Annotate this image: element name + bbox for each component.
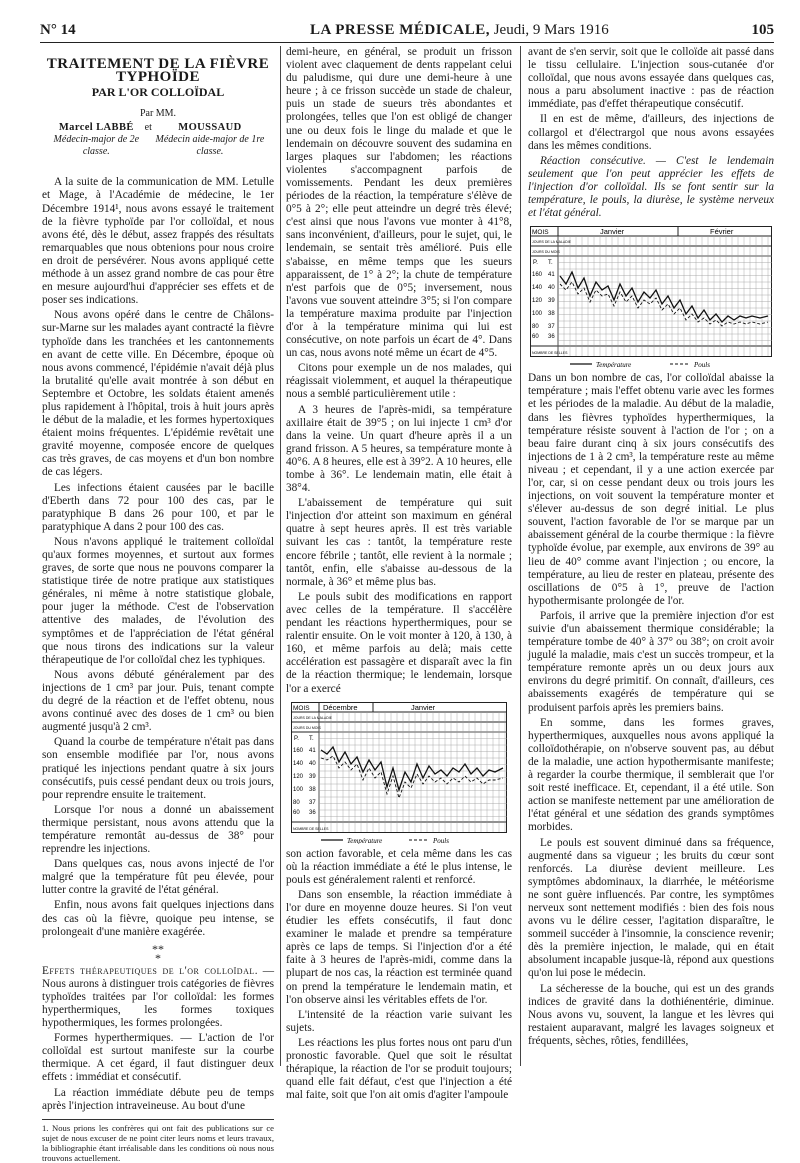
paragraph: Nous avons débuté généralement par des injections de 1 cm³ par jour. Puis, tenant compte du degré de la réaction et de l'effet obtenu, nous avons continué avec des doses de 1 cm³ ou bien augmenté jusqu'à 2 cm³. bbox=[42, 668, 274, 734]
paragraph: Dans quelques cas, nous avons injecté de l'or malgré que la température fût peu élevée, pour lutter contre la gravité de l'état général. bbox=[42, 858, 274, 897]
chart2-ytick: 140 bbox=[293, 760, 304, 767]
chart1-ytick: 36 bbox=[548, 334, 555, 341]
author-block bbox=[48, 122, 268, 158]
chart-1-svg bbox=[530, 226, 772, 368]
chart1-selles-label: NOMBRE DE SELLES bbox=[532, 351, 568, 356]
article-title: TRAITEMENT DE LA FIÈVRE TYPHOÏDE bbox=[46, 56, 270, 86]
column-divider bbox=[280, 46, 281, 1066]
chart2-selles-label: NOMBRE DE SELLES bbox=[293, 826, 329, 831]
author-2: MOUSSAUD Médecin aide-major de 1re classe. bbox=[155, 122, 265, 158]
author-1: Marcel LABBÉ Médecin-major de 2e classe. bbox=[53, 122, 140, 158]
chart2-ytick: 38 bbox=[309, 786, 316, 793]
chart1-jours-label: JOURS DE LA MALADIE bbox=[532, 240, 572, 245]
chart2-month-2: Janvier bbox=[411, 702, 436, 712]
chart2-legend-pouls: Pouls bbox=[433, 836, 449, 844]
chart1-ytick: 80 bbox=[532, 324, 539, 331]
column-1 bbox=[42, 46, 274, 1163]
chart2-month-1: Décembre bbox=[323, 702, 358, 712]
chart2-legend-temp: Température bbox=[347, 836, 383, 844]
chart1-y-p: P. bbox=[533, 260, 538, 267]
chart2-ytick: 60 bbox=[293, 809, 300, 816]
column-3 bbox=[528, 46, 774, 1050]
paragraph: L'abaissement de température qui suit l'injection d'or atteint son maximum en général quatre à sept heures après. Il est très variable suivant les cas : tantôt, la température reste encore fébrile ; tantôt, elle revient à la normale ; tantôt, enfin, elle s'abaisse au-dessous de la normale, à 36° et même plus bas. bbox=[286, 497, 512, 588]
chart1-ytick: 100 bbox=[532, 311, 543, 318]
chart1-legend-temp: Température bbox=[596, 361, 632, 369]
paragraph: Enfin, nous avons fait quelques injections dans des cas où la fièvre, quoique peu intense, se prolongeait d'une manière exagérée. bbox=[42, 899, 274, 938]
chart2-mois-label: MOIS bbox=[293, 704, 310, 712]
paragraph: La sécheresse de la bouche, qui est un des grands indices de gravité dans la dothiénentérie, diminue. Nous avons vu, souvent, la langue et les lèvres qui restaient auparavant, malgré les lavages soigneux et fréquents, sèches, rôties, fendillées, bbox=[528, 982, 774, 1047]
section-separator: ** * bbox=[152, 941, 164, 965]
paragraph: Parfois, il arrive que la première injection d'or est suivie d'un abaissement thermique considérable; la température tombe de 40° à 37° ou 38°; on croit avoir jugulé la maladie, mais c'est un succès trompeur, et la température remonte après un ou deux jours aux environs du degré primitif. On connaît, d'ailleurs, ces abaissements exagérés de température qui se produisent parfois après les premiers bains. bbox=[528, 609, 774, 714]
chart1-y-t: T. bbox=[548, 260, 553, 267]
paragraph: demi-heure, en général, se produit un frisson violent avec claquement de dents rappelant celui du paludisme, qui dure une demi-heure à une heure ; à ce frisson succède un stade de chaleur, puis un stade de sueurs très abondantes et prolongées, telles que l'on est obligé de changer une ou deux fois le linge du malade et que le lendemain on découvre souvent des sudamina en larges plaques sur l'abdomen; les réactions violentes s'accompagnent parfois de vomissements. Pendant les deux premières périodes de la réaction, la température s'élève de 0°5 à 2°; elle peut atteindre un degré très élevé; c'est ainsi que nous l'avons vue monter à 41°8, sans inconvénient, d'ailleurs, pour le sujet, qui, le lendemain, se sentait très amélioré. Puis elle s'abaisse, en même temps que les sueurs apparaissent, de 1° à 2°; la chute de température n'est parfois que de 0°5; inversement, nous l'avons vue souvent atteindre 3°5; si l'on compare la température maxima produite par l'injection d'or à la température minima qui lui est consécutive, on note parfois un écart de 4°. Dans un cas, nous avons noté même un écart de 4°5. bbox=[286, 46, 512, 360]
column-divider bbox=[520, 46, 521, 1066]
chart1-ytick: 120 bbox=[532, 298, 543, 305]
chart1-month-1: Janvier bbox=[600, 227, 625, 237]
paragraph: Nous avons opéré dans le centre de Châlons-sur-Marne sur les malades ayant contracté la fièvre typhoïde dans les tranchées et les cantonnements en avant de cette ville. En Décembre, époque où nous avons commencé, l'épidémie n'avait déjà plus la brutalité qu'elle avait montrée à son début en Septembre et Octobre, les soldats étaient amenés plus rapidement à l'hôpital, trois à huit jours après le début de la maladie, et les formes hypertoxiques étaient moins fréquentes. L'épidémie revêtait une gravité moyenne, composée encore de quelques cas très graves, de cas moyens et d'un bon nombre de cas légers. bbox=[42, 309, 274, 479]
chart2-ytick: 80 bbox=[293, 799, 300, 806]
issue-number: N° 14 bbox=[40, 22, 76, 38]
chart1-ytick: 160 bbox=[532, 272, 543, 279]
temperature-chart-2 bbox=[291, 702, 507, 844]
footnote: 1. Nous prions les confrères qui ont fait des publications sur ce sujet de nous excuser de ne point citer leurs noms et leurs travaux, la bibliographie étant irréalisable dans les conditions où nous nous trouvons actuellement. bbox=[42, 1119, 274, 1163]
chart2-y-p: P. bbox=[294, 735, 299, 742]
paragraph: Il en est de même, d'ailleurs, des injections de collargol et d'électrargol que nous avons essayées dans les mêmes conditions. bbox=[528, 113, 774, 152]
masthead bbox=[310, 22, 609, 39]
journal-name: LA PRESSE MÉDICALE, bbox=[310, 22, 490, 38]
chart2-ytick: 120 bbox=[293, 773, 304, 780]
paragraph: Les infections étaient causées par le bacille d'Eberth dans 72 pour 100 des cas, par le paratyphique B dans 26 pour 100, et par le paratyphique A dans 2 pour 100 des cas. bbox=[42, 481, 274, 533]
temperature-chart-1 bbox=[530, 226, 772, 368]
chart-2-svg bbox=[291, 702, 507, 844]
paragraph: La réaction immédiate débute peu de temps après l'injection intraveineuse. Au bout d'une bbox=[42, 1086, 274, 1112]
chart1-ytick: 37 bbox=[548, 324, 555, 331]
section-heading: Effets thérapeutiques de l'or colloïdal. — Nous aurons à distinguer trois catégories de fièvres typhoïdes traitées par l'or colloïdal: les formes hyperthermiques, les formes toxiques hypothermiques, les formes prolongées. bbox=[42, 964, 274, 1030]
chart2-ytick: 39 bbox=[309, 773, 316, 780]
chart2-ytick: 160 bbox=[293, 747, 304, 754]
chart2-ordre-label: JOURS DU MOIS bbox=[293, 725, 321, 730]
chart1-ytick: 40 bbox=[548, 285, 555, 292]
paragraph: avant de s'en servir, soit que le colloïde ait passé dans le tissu cellulaire. L'injection sous-cutanée d'or colloïdal, que nous avons essayée dans quelques cas, nous a paru absolument inactive : pas de réaction immédiate, pas d'effet thérapeutique consécutif. bbox=[528, 46, 774, 111]
chart1-ytick: 60 bbox=[532, 334, 539, 341]
issue-date: Jeudi, 9 Mars 1916 bbox=[493, 22, 609, 38]
paragraph: Quand la courbe de température n'était pas dans son ensemble modifiée par l'or, nous avons pratiqué les injections pendant quatre à six jours consécutifs, puis cessé pendant deux ou trois jours, pour reprendre ensuite le traitement. bbox=[42, 736, 274, 801]
chart1-ytick: 41 bbox=[548, 272, 555, 279]
paragraph: Le pouls est souvent diminué dans sa fréquence, augmenté dans sa vigueur ; les bruits du cœur sont renforcés. La diurèse devient meilleure. Les symptômes abdominaux, la diarrhée, le météorisme ne sont guère influencés. Par contre, les symptômes nerveux sont nettement modifiés : bien des fois nous avons vu le délire cesser, l'agitation disparaître, le sommeil succéder à l'insomnie, la conscience revenir; dès la première injection, le malade, qui en était absolument incapable jusque-là, répond aux questions qu'on lui pose le médecin. bbox=[528, 836, 774, 980]
paragraph: son action favorable, et cela même dans les cas où la réaction immédiate a été le plus intense, le pouls est généralement ralenti et renforcé. bbox=[286, 847, 512, 886]
page-number: 105 bbox=[751, 22, 774, 38]
paragraph: A la suite de la communication de MM. Letulle et Mage, à l'Académie de médecine, le 1er Décembre 1914¹, nous avons essayé le traitement de la fièvre typhoïde par l'or colloïdal, et nous avons été, dès le début, assez frappés des résultats remarquables que nous obtenions pour nous croire en droit de persévérer. Nous avons appliqué cette méthode à un assez grand nombre de cas pour être en mesure aujourd'hui d'apprécier ses effets et de poser ses indications. bbox=[42, 176, 274, 307]
page-header bbox=[40, 22, 774, 43]
paragraph: Lorsque l'or nous a donné un abaissement thermique persistant, nous avons attendu que la température remontât au-dessus de 38° pour reprendre les injections. bbox=[42, 803, 274, 856]
chart1-ytick: 140 bbox=[532, 285, 543, 292]
paragraph: Réaction consécutive. — C'est le lendemain seulement que l'on peut apprécier les effets de l'injection d'or colloïdal. Ils se font sentir sur la température, le pouls, la diurèse, le système nerveux et l'état général. bbox=[528, 154, 774, 220]
paragraph: Les réactions les plus fortes nous ont paru d'un pronostic favorable. Quel que soit le résultat thérapique, la réaction de l'or se produit toujours; quand elle fait défaut, c'est que l'injection a été mal faite, soit que l'on ait omis d'agiter l'ampoule bbox=[286, 1036, 512, 1102]
chart2-temperature-line bbox=[321, 747, 503, 790]
chart2-ytick: 100 bbox=[293, 786, 304, 793]
chart1-month-2: Février bbox=[710, 227, 734, 237]
chart2-ytick: 37 bbox=[309, 799, 316, 806]
paragraph: A 3 heures de l'après-midi, sa température axillaire était de 39°5 ; on lui injecte 1 cm³ d'or dans la veine. Un quart d'heure après il a un grand frisson. A 5 heures, sa température monte à 40°6. A 8 heures, elle est à 39°2. A 10 heures, elle tombe à 36°. Le lendemain matin, elle était à 38°4. bbox=[286, 403, 512, 495]
article-subtitle: PAR L'OR COLLOÏDAL bbox=[91, 85, 225, 100]
chart1-legend-pouls: Pouls bbox=[694, 361, 710, 369]
chart1-ytick: 38 bbox=[548, 311, 555, 318]
paragraph: L'intensité de la réaction varie suivant les sujets. bbox=[286, 1008, 512, 1034]
chart2-ytick: 40 bbox=[309, 760, 316, 767]
chart1-ordre-label: JOURS DU MOIS bbox=[532, 250, 560, 255]
paragraph: Dans son ensemble, la réaction immédiate à l'or dure en moyenne douze heures. Si l'on veut étudier les effets consécutifs, il faut donc examiner le malade et prendre sa température après ce laps de temps. Si l'injection d'or a été faite à 3 heures de l'après-midi, comme dans la plupart de nos cas, la réaction est terminée quand on prend la température le lendemain matin, et l'on observe ainsi les véritables effets de l'or. bbox=[286, 888, 512, 1006]
paragraph: Nous n'avons appliqué le traitement colloïdal qu'aux formes moyennes, et surtout aux formes graves, de sorte que nous ne pouvons comparer la statistique tirée de notre pratique aux statistiques générales, ni même à notre statistique globale, pour juger la méthode. C'est de l'observation attentive des malades, de l'évolution des symptômes et de l'appréciation de l'état général que nous tirons des indications sur la valeur thérapeutique de l'or colloïdal chez les typhiques. bbox=[42, 535, 274, 666]
chart2-ytick: 36 bbox=[309, 809, 316, 816]
chart1-ytick: 39 bbox=[548, 298, 555, 305]
column-2 bbox=[286, 46, 512, 1104]
byline-par: Par MM. bbox=[139, 108, 177, 120]
paragraph: En somme, dans les formes graves, hyperthermiques, auxquelles nous avons appliqué la colloïdothérapie, on n'observe souvent pas, au début de la maladie, une action hypothermisante manifeste; à regarder la courbe thermique, il semblerait que l'or soit resté inefficace. Et, cependant, il a été utile. Son action se manifeste nettement par une amélioration de l'état général et une sédation des grands symptômes morbides. bbox=[528, 716, 774, 834]
paragraph: Dans un bon nombre de cas, l'or colloïdal abaisse la température ; mais l'effet obtenu varie avec les formes et les périodes de la maladie. Au début de la maladie, dans les fièvres typhoïdes hyperthermiques, la température résiste souvent à l'action de l'or ; on a beau faire durant cinq à six jours consécutifs des injections de 1 à 2 cm³, la température reste au même niveau ; et cependant, il y a une action exercée par l'or, car, si on cesse pendant deux ou trois jours les injections, on voit souvent la température monter et s'élever au-dessus de son degré initial. Le plus souvent, l'action favorable de l'or se marque par un abaissement général de la courbe thermique : la fièvre typhoïde évolue, par exemple, aux environs de 39° au lieu de 40° comme avant l'injection ; ou encore, la température, au lieu de rester en plateau, présente des oscillations de 0°5 à 1°, preuve de l'action hypothermisante prolongée de l'or. bbox=[528, 372, 774, 607]
chart2-y-t: T. bbox=[309, 735, 314, 742]
paragraph: Le pouls subit des modifications en rapport avec celles de la température. Il s'accélère pendant les réactions hyperthermiques, pour se ralentir ensuite. On le voit monter à 120, à 130, à 160, et même parfois au delà; mais cette accélération est passagère et disparaît avec la fin de la réaction thermique; le lendemain, lorsque l'or a exercé bbox=[286, 590, 512, 695]
paragraph: Citons pour exemple un de nos malades, qui réagissait violemment, et auquel la thérapeutique nous a semblé particulièrement utile : bbox=[286, 362, 512, 401]
chart2-jours-label: JOURS DE LA MALADIE bbox=[293, 715, 333, 720]
author-and: et bbox=[144, 122, 152, 134]
chart2-ytick: 41 bbox=[309, 747, 316, 754]
paragraph: Formes hyperthermiques. — L'action de l'or colloïdal est surtout manifeste sur la courbe thermique. A cet égard, il faut distinguer deux effets : immédiat et consécutif. bbox=[42, 1032, 274, 1084]
chart1-mois-label: MOIS bbox=[532, 229, 549, 237]
